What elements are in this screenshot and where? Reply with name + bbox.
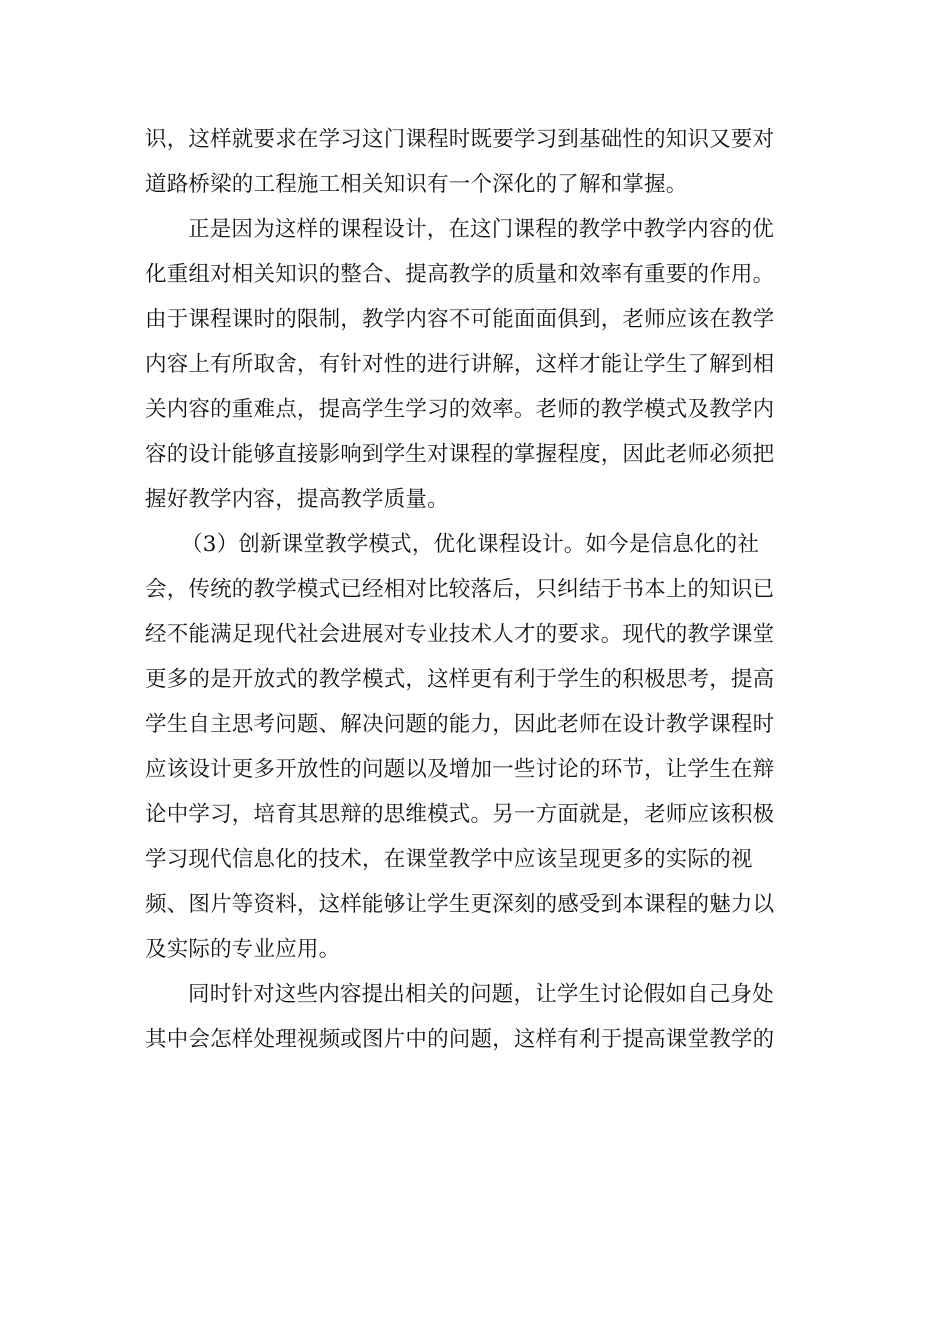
text-line: 更多的是开放式的教学模式，这样更有利于学生的积极思考，提高 (145, 667, 775, 692)
text-line: 识，这样就要求在学习这门课程时既要学习到基础性的知识又要对 (145, 127, 775, 152)
text-line: 其中会怎样处理视频或图片中的问题，这样有利于提高课堂教学的 (145, 1027, 775, 1052)
text-line: 及实际的专业应用。 (145, 937, 341, 962)
text-line: 会，传统的教学模式已经相对比较落后，只纠结于书本上的知识已 (145, 577, 775, 602)
paragraph-first-line: 同时针对这些内容提出相关的问题，让学生讨论假如自己身处 (188, 982, 774, 1007)
text-line: 握好教学内容，提高教学质量。 (145, 487, 449, 512)
text-line: 关内容的重难点，提高学生学习的效率。老师的教学模式及教学内 (145, 397, 775, 422)
text-line: 容的设计能够直接影响到学生对课程的掌握程度，因此老师必须把 (145, 442, 775, 467)
paragraph-first-line: （3）创新课堂教学模式，优化课程设计。如今是信息化的社 (181, 532, 760, 557)
text-line: 化重组对相关知识的整合、提高教学的质量和效率有重要的作用。 (145, 262, 775, 287)
text-line: 道路桥梁的工程施工相关知识有一个深化的了解和掌握。 (145, 172, 688, 197)
document-body (145, 117, 795, 1062)
text-line: 学生自主思考问题、解决问题的能力，因此老师在设计教学课程时 (145, 712, 775, 737)
text-line: 内容上有所取舍，有针对性的进行讲解，这样才能让学生了解到相 (145, 352, 775, 377)
text-line: 频、图片等资料，这样能够让学生更深刻的感受到本课程的魅力以 (145, 892, 775, 917)
text-line: 经不能满足现代社会进展对专业技术人才的要求。现代的教学课堂 (145, 622, 775, 647)
text-line: 论中学习，培育其思辩的思维模式。另一方面就是，老师应该积极 (145, 802, 775, 827)
text-line: 由于课程课时的限制，教学内容不可能面面俱到，老师应该在教学 (145, 307, 775, 332)
text-line: 应该设计更多开放性的问题以及增加一些讨论的环节，让学生在辩 (145, 757, 775, 782)
text-line: 学习现代信息化的技术，在课堂教学中应该呈现更多的实际的视 (145, 847, 753, 872)
paragraph-first-line: 正是因为这样的课程设计，在这门课程的教学中教学内容的优 (188, 217, 774, 242)
